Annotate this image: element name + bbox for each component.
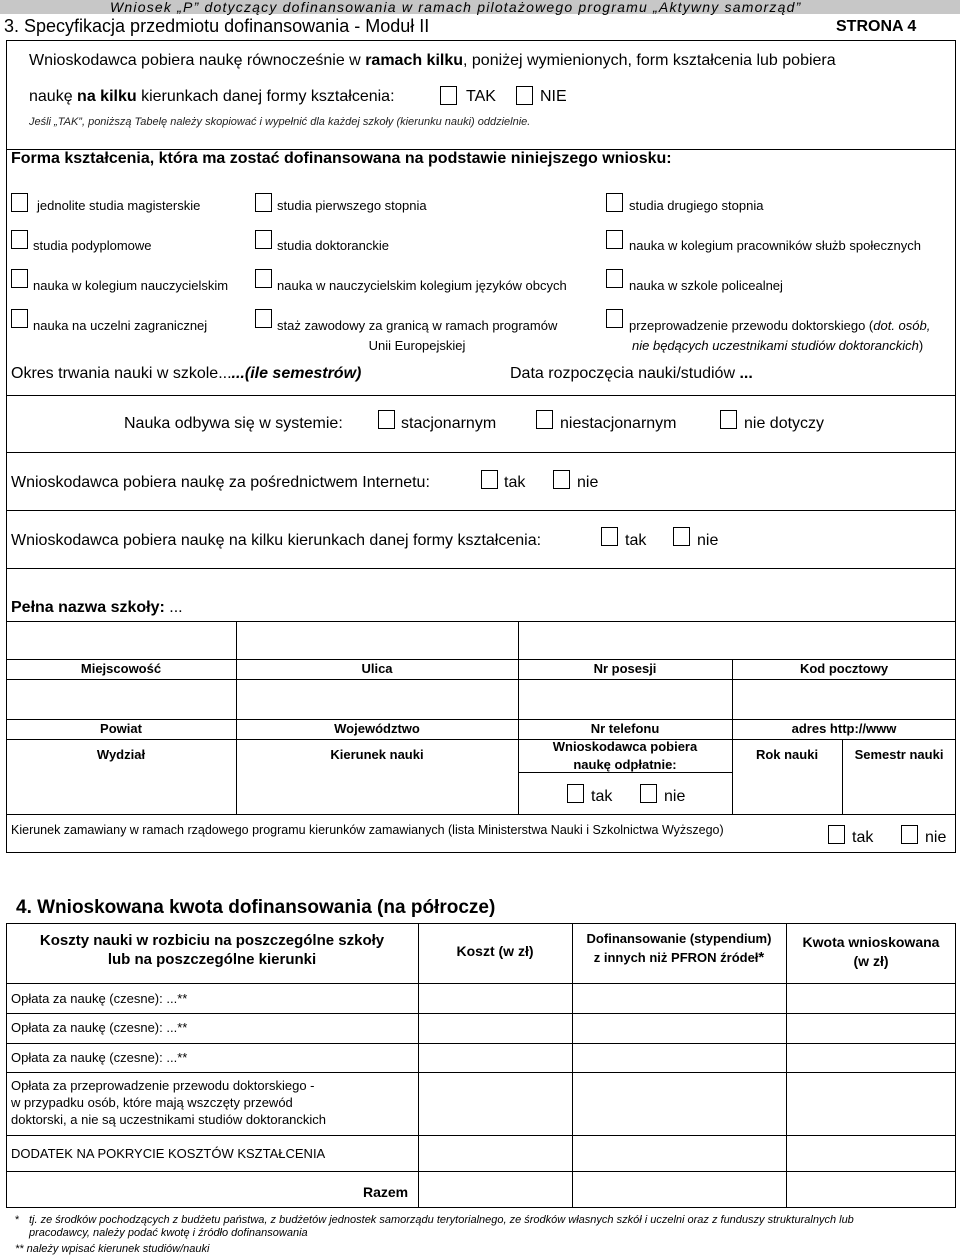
data-rozpoczecia-field[interactable]: Data rozpoczęcia nauki/studiów ... xyxy=(510,365,753,382)
cost-col-1 xyxy=(418,923,419,1208)
opt-podyplomowe-label: studia podyplomowe xyxy=(33,238,152,253)
kilku-label: Wnioskodawca pobiera naukę na kilku kierunkach danej formy kształcenia: xyxy=(11,532,542,549)
system-nie-dotyczy-checkbox[interactable] xyxy=(720,410,737,429)
contact-col-1 xyxy=(236,719,237,739)
header-nr-posesji: Nr posesji xyxy=(593,661,657,676)
addr-col-3 xyxy=(732,659,733,719)
header-adres-www: adres http://www xyxy=(791,721,897,736)
opt-przewod-line-2: nie będących uczestnikami studiów doktoranckich) xyxy=(632,338,924,353)
internet-nie-checkbox[interactable] xyxy=(553,470,570,489)
system-niestacjonarny-checkbox[interactable] xyxy=(536,410,553,429)
intro-nie-label: NIE xyxy=(540,88,567,105)
system-label: Nauka odbywa się w systemie: xyxy=(124,415,343,432)
internet-nie-label: nie xyxy=(577,474,599,491)
footnote-1 xyxy=(29,1214,949,1240)
footnote-2: ** należy wpisać kierunek studiów/nauki xyxy=(15,1243,210,1255)
odplatnie-nie-label: nie xyxy=(664,788,686,805)
cost-header-kwota-line-2: (w zł) xyxy=(853,953,889,969)
header-kierunek: Kierunek nauki xyxy=(330,747,424,762)
opt-jednolite-checkbox[interactable] xyxy=(11,193,28,212)
footnote-star: * xyxy=(15,1214,20,1226)
cost-row-dodatek: DODATEK NA POKRYCIE KOSZTÓW KSZTAŁCENIA xyxy=(11,1146,326,1161)
page-label: STRONA 4 xyxy=(836,18,917,35)
cost-row-czesne-1: Opłata za naukę (czesne): ...** xyxy=(11,991,188,1006)
opt-zagraniczna-label: nauka na uczelni zagranicznej xyxy=(33,318,208,333)
divider-3 xyxy=(6,510,956,511)
opt-doktoranckie-label: studia doktoranckie xyxy=(277,238,390,253)
divider-8 xyxy=(6,719,956,720)
zamawiany-nie-label: nie xyxy=(925,829,947,846)
study-col-4 xyxy=(842,739,843,814)
opt-policealna-checkbox[interactable] xyxy=(606,269,623,288)
divider-6 xyxy=(6,659,956,660)
form-section-title: Forma kształcenia, która ma zostać dofinansowana na podstawie niniejszego wniosku: xyxy=(11,150,672,167)
divider-2 xyxy=(6,452,956,453)
system-stacjonarny-checkbox[interactable] xyxy=(378,410,395,429)
header-odplatnie-line-1: Wnioskodawca pobiera xyxy=(552,739,698,754)
addr-col-1 xyxy=(236,659,237,719)
study-col-3 xyxy=(732,739,733,814)
opt-drugiego-label: studia drugiego stopnia xyxy=(629,198,764,213)
header-semestr-nauki: Semestr nauki xyxy=(854,747,944,762)
cost-row-przewod-line-1: Opłata za przeprowadzenie przewodu doktorskiego - xyxy=(11,1078,315,1093)
opt-kolegium-sluzb-label: nauka w kolegium pracowników służb społecznych xyxy=(629,238,921,253)
contact-col-3 xyxy=(732,719,733,739)
okres-nauki-field[interactable]: Okres trwania nauki w szkole......(ile semestrów) xyxy=(11,365,362,382)
odplatnie-tak-label: tak xyxy=(591,788,613,805)
cost-header-koszty-line-1: Koszty nauki w rozbiciu na poszczególne szkoły xyxy=(39,932,385,949)
footnote-1-line-1: tj. ze środków pochodzących z budżetu państwa, z budżetów jednostek samorządu terytorialnego, ze środków własnych szkół i uczelni oraz z funduszy strukturalnych lub xyxy=(29,1214,854,1226)
header-miejscowosc: Miejscowość xyxy=(80,661,162,676)
system-nie-dotyczy-label: nie dotyczy xyxy=(744,415,825,432)
internet-tak-label: tak xyxy=(504,474,526,491)
opt-jednolite-label: jednolite studia magisterskie xyxy=(37,198,201,213)
kilku-nie-checkbox[interactable] xyxy=(673,527,690,546)
study-col-1 xyxy=(236,739,237,814)
opt-staz-label xyxy=(277,318,597,353)
cost-header-kwota-line-1: Kwota wnioskowana xyxy=(802,934,940,950)
cost-divider-4 xyxy=(6,1072,956,1073)
cost-divider-6 xyxy=(6,1171,956,1172)
opt-policealna-label: nauka w szkole policealnej xyxy=(629,278,783,293)
header-kod-pocztowy: Kod pocztowy xyxy=(799,661,889,676)
opt-przewod-checkbox[interactable] xyxy=(606,309,623,328)
kilku-tak-checkbox[interactable] xyxy=(601,527,618,546)
header-odplatnie xyxy=(518,739,732,772)
zamawiany-nie-checkbox[interactable] xyxy=(901,825,918,844)
contact-col-2 xyxy=(518,719,519,739)
cost-row-razem: Razem xyxy=(363,1184,409,1200)
kilku-nie-label: nie xyxy=(697,532,719,549)
opt-przewod-line-1: przeprowadzenie przewodu doktorskiego (dot. osób, xyxy=(629,318,931,333)
internet-label: Wnioskodawca pobiera naukę za pośrednictwem Internetu: xyxy=(11,474,430,491)
cost-row-czesne-2: Opłata za naukę (czesne): ...** xyxy=(11,1020,188,1035)
cost-header-dofinansowanie-line-2: z innych niż PFRON źródeł* xyxy=(593,949,765,966)
section-4-title: 4. Wnioskowana kwota dofinansowania (na półrocze) xyxy=(16,897,496,918)
intro-line-1: Wnioskodawca pobiera naukę równocześnie w ramach kilku, poniżej wymienionych, form kształcenia lub pobiera xyxy=(29,52,836,69)
cost-header-koszty-line-2: lub na poszczególne kierunki xyxy=(107,951,317,968)
header-odplatnie-line-2: naukę odpłatnie: xyxy=(573,757,677,772)
cost-col-3 xyxy=(786,923,787,1208)
odplatnie-nie-checkbox[interactable] xyxy=(640,784,657,803)
cost-header-koszty xyxy=(6,932,418,968)
opt-podyplomowe-checkbox[interactable] xyxy=(11,230,28,249)
header-nr-telefonu: Nr telefonu xyxy=(590,721,660,736)
section-3-title: 3. Specyfikacja przedmiotu dofinansowania - Moduł II xyxy=(4,16,430,36)
divider-10 xyxy=(518,772,732,773)
cost-row-przewod-line-2: w przypadku osób, które mają wszczęty przewód xyxy=(11,1095,293,1110)
cost-divider-1 xyxy=(6,983,956,984)
opt-staz-checkbox[interactable] xyxy=(255,309,272,328)
header-ulica: Ulica xyxy=(361,661,393,676)
header-powiat: Powiat xyxy=(100,721,142,736)
opt-kolegium-sluzb-checkbox[interactable] xyxy=(606,230,623,249)
cost-row-przewod xyxy=(11,1077,326,1128)
cost-row-czesne-3: Opłata za naukę (czesne): ...** xyxy=(11,1050,188,1065)
opt-jezykow-checkbox[interactable] xyxy=(255,269,272,288)
header-wydzial: Wydział xyxy=(96,747,146,762)
kierunek-zamawiany-label: Kierunek zamawiany w ramach rządowego programu kierunków zamawianych (lista Ministerstwa Nauki i Szkolnictwa Wyższego) xyxy=(11,823,724,837)
internet-tak-checkbox[interactable] xyxy=(481,470,498,489)
cost-header-kwota xyxy=(786,934,956,969)
zamawiany-tak-checkbox[interactable] xyxy=(828,825,845,844)
school-name-col-1 xyxy=(236,621,237,659)
addr-col-2 xyxy=(518,659,519,719)
cost-divider-5 xyxy=(6,1135,956,1136)
divider-9 xyxy=(6,739,956,740)
zamawiany-tak-label: tak xyxy=(852,829,874,846)
opt-staz-line-1: staż zawodowy za granicą w ramach programów xyxy=(277,318,558,333)
opt-jezykow-label: nauka w nauczycielskim kolegium języków obcych xyxy=(277,278,567,293)
intro-line-2: naukę na kilku kierunkach danej formy kształcenia: xyxy=(29,88,395,105)
opt-pierwszego-label: studia pierwszego stopnia xyxy=(277,198,427,213)
school-name-field[interactable]: Pełna nazwa szkoły: ... xyxy=(11,599,183,616)
divider-11 xyxy=(6,814,956,815)
study-col-2 xyxy=(518,739,519,814)
cost-header-dofinansowanie xyxy=(572,931,786,966)
school-name-col-2 xyxy=(518,621,519,659)
divider-7 xyxy=(6,679,956,680)
divider-4 xyxy=(6,568,956,569)
opt-zagraniczna-checkbox[interactable] xyxy=(11,309,28,328)
divider-5 xyxy=(6,621,956,622)
cost-header-dofinansowanie-line-1: Dofinansowanie (stypendium) xyxy=(586,931,772,946)
cost-divider-3 xyxy=(6,1043,956,1044)
opt-kolegium-naucz-checkbox[interactable] xyxy=(11,269,28,288)
footnote-1-line-2: pracodawcy, należy podać kwotę i źródło dofinansowania xyxy=(29,1227,308,1239)
cost-col-2 xyxy=(572,923,573,1208)
opt-doktoranckie-checkbox[interactable] xyxy=(255,230,272,249)
system-niestacjonarny-label: niestacjonarnym xyxy=(560,415,677,432)
cost-header-koszt: Koszt (w zł) xyxy=(456,943,534,959)
opt-drugiego-checkbox[interactable] xyxy=(606,193,623,212)
intro-note: Jeśli „TAK”, poniższą Tabelę należy skopiować i wypełnić dla każdej szkoły (kierunku nauki) oddzielnie. xyxy=(29,116,531,128)
running-header-title: Wniosek „P” dotyczący dofinansowania w ramach pilotażowego programu „Aktywny samorząd” xyxy=(110,0,802,15)
divider-1 xyxy=(6,395,956,396)
header-rok-nauki: Rok nauki xyxy=(755,747,819,762)
intro-nie-checkbox[interactable] xyxy=(516,86,533,105)
header-wojewodztwo: Województwo xyxy=(334,721,420,736)
cost-divider-2 xyxy=(6,1013,956,1014)
kilku-tak-label: tak xyxy=(625,532,647,549)
opt-staz-line-2: Unii Europejskiej xyxy=(368,338,466,353)
cost-row-przewod-line-3: doktorski, a nie są uczestnikami studiów doktoranckich xyxy=(11,1112,327,1127)
odplatnie-tak-checkbox[interactable] xyxy=(567,784,584,803)
intro-tak-checkbox[interactable] xyxy=(440,86,457,105)
opt-pierwszego-checkbox[interactable] xyxy=(255,193,272,212)
system-stacjonarny-label: stacjonarnym xyxy=(401,415,497,432)
intro-tak-label: TAK xyxy=(466,88,496,105)
opt-przewod-label xyxy=(629,318,959,353)
opt-kolegium-naucz-label: nauka w kolegium nauczycielskim xyxy=(33,278,229,293)
